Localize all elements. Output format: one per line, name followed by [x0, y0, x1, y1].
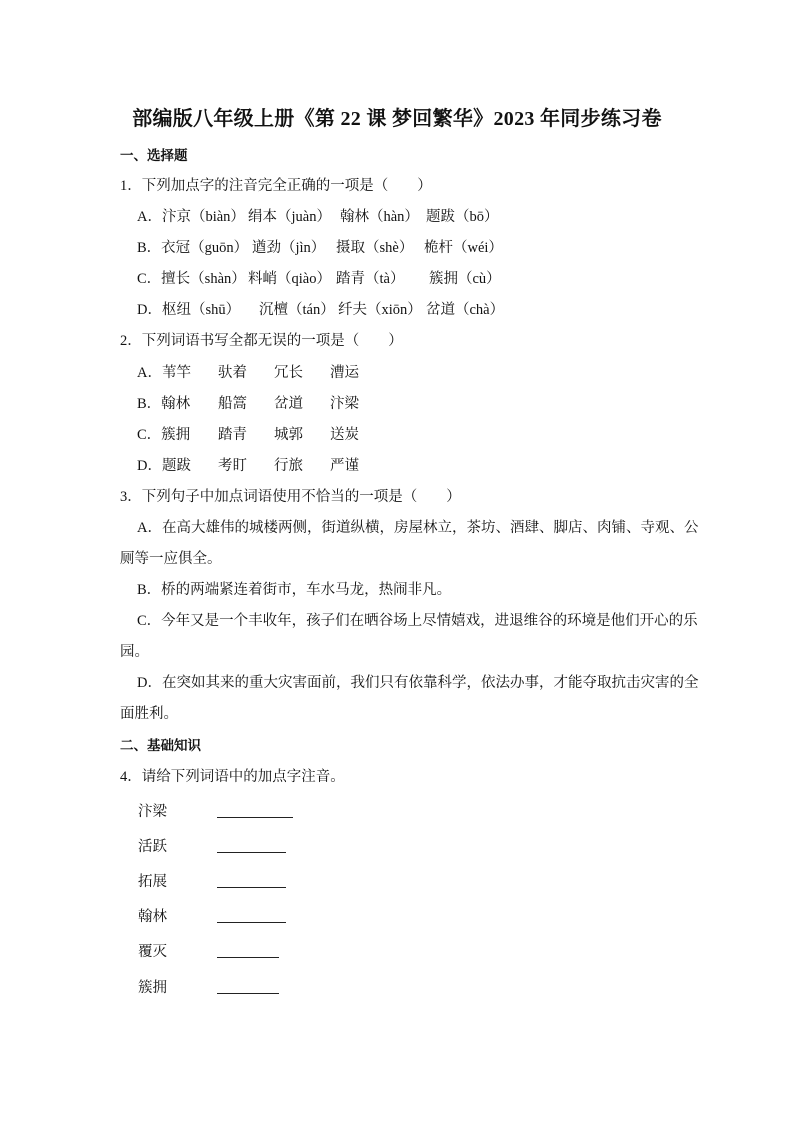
page-title: 部编版八年级上册《第 22 课 梦回繁华》2023 年同步练习卷 [132, 108, 662, 130]
q1-d-2: 沉檀（tán） [259, 302, 335, 318]
q3-option-c-line1: C．今年又是一个丰收年，孩子们在晒谷场上尽情嬉戏，进退维谷的环境是他们开心的乐 [137, 613, 698, 629]
q1-b-4: 桅杆（wéi） [424, 240, 503, 256]
q3-option-a-line1: A．在高大雄伟的城楼两侧，街道纵横，房屋林立，茶坊、酒肆、脚店、肉铺、寺观、公 [137, 520, 699, 536]
q1-a-3: 翰林（hàn） [340, 209, 419, 225]
q1-a-2: 绢本（juàn） [248, 209, 331, 225]
q3-option-b: B．桥的两端紧连着街市，车水马龙，热闹非凡。 [137, 582, 452, 598]
q1-a-1: A．汴京（biàn） [137, 209, 245, 225]
q3-option-d-line2: 面胜利。 [120, 706, 178, 722]
q2-a-1: A．苇竿 [137, 365, 191, 381]
q4-answer-blank[interactable] [217, 993, 279, 994]
q4-word: 拓展 [138, 874, 167, 890]
q1-b-1: B．衣冠（guōn） [137, 240, 249, 256]
q3-option-a-line2: 厕等一应俱全。 [120, 551, 222, 567]
q2-a-3: 冗长 [274, 365, 303, 381]
q2-c-1: C．簇拥 [137, 427, 191, 443]
q2-b-4: 汴梁 [330, 396, 359, 412]
q2-a-2: 驮着 [218, 365, 247, 381]
q4-answer-blank[interactable] [217, 852, 286, 853]
q1-c-2: 料峭（qiào） [248, 271, 331, 287]
q1-d-3: 纤夫（xiōn） [338, 302, 422, 318]
q1-b-3: 摄取（shè） [336, 240, 414, 256]
q1-d-4: 岔道（chà） [426, 302, 505, 318]
q1-b-2: 遒劲（jìn） [252, 240, 326, 256]
q1-d-1: D．枢纽（shū） [137, 302, 241, 318]
q4-answer-blank[interactable] [217, 817, 293, 818]
q2-a-4: 漕运 [330, 365, 359, 381]
q2-c-3: 城郭 [274, 427, 303, 443]
q1-c-1: C．擅长（shàn） [137, 271, 246, 287]
q2-d-3: 行旅 [274, 458, 303, 474]
q3-option-c-line2: 园。 [120, 644, 149, 660]
question-1-stem: 1．下列加点字的注音完全正确的一项是（ ） [120, 178, 432, 194]
q2-b-2: 船篙 [218, 396, 247, 412]
q1-a-4: 题跋（bō） [426, 209, 499, 225]
section-heading-basics: 二、基础知识 [120, 738, 201, 753]
q4-word: 活跃 [138, 839, 167, 855]
q1-c-3: 踏青（tà） [336, 271, 405, 287]
q2-b-3: 岔道 [274, 396, 303, 412]
q4-word: 汴梁 [138, 804, 167, 820]
q2-b-1: B．翰林 [137, 396, 191, 412]
q4-answer-blank[interactable] [217, 922, 286, 923]
q3-option-d-line1: D．在突如其来的重大灾害面前，我们只有依靠科学，依法办事，才能夺取抗击灾害的全 [137, 675, 699, 691]
question-2-stem: 2．下列词语书写全都无误的一项是（ ） [120, 333, 403, 349]
q2-d-2: 考盯 [218, 458, 247, 474]
q2-c-4: 送炭 [330, 427, 359, 443]
question-3-stem: 3．下列句子中加点词语使用不恰当的一项是（ ） [120, 489, 461, 505]
q4-word: 簇拥 [138, 980, 167, 996]
q2-c-2: 踏青 [218, 427, 247, 443]
question-4-stem: 4．请给下列词语中的加点字注音。 [120, 769, 345, 785]
q2-d-4: 严谨 [330, 458, 359, 474]
q4-word: 翰林 [138, 909, 167, 925]
q1-c-4: 簇拥（cù） [429, 271, 501, 287]
q4-answer-blank[interactable] [217, 957, 279, 958]
q2-d-1: D．题跋 [137, 458, 191, 474]
section-heading-choice: 一、选择题 [120, 148, 188, 163]
q4-word: 覆灭 [138, 944, 167, 960]
q4-answer-blank[interactable] [217, 887, 286, 888]
